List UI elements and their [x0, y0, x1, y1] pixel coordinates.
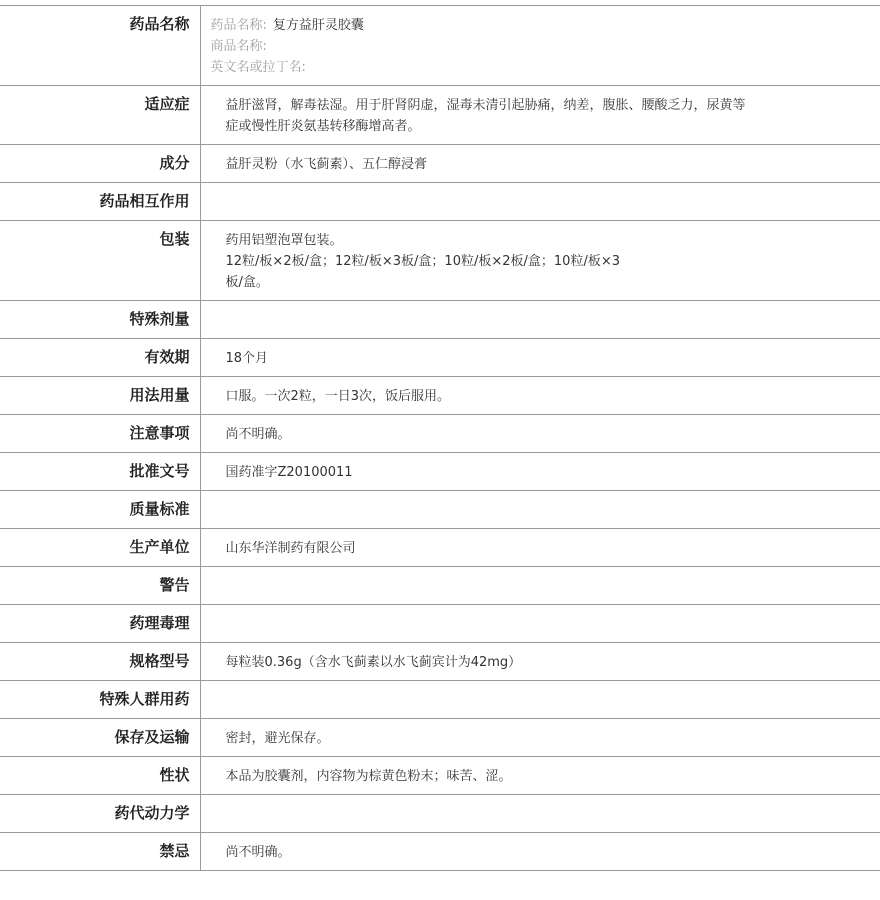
field-label: 注意事项 [0, 415, 200, 453]
field-label: 批准文号 [0, 453, 200, 491]
drug-info-table-body [0, 6, 880, 871]
field-label: 特殊剂量 [0, 301, 200, 339]
field-value [200, 145, 880, 183]
field-value-line: 山东华洋制药有限公司 [225, 541, 356, 556]
field-value-line: 板/盒。 [225, 275, 269, 290]
trade-name-key: 商品名称: [210, 39, 267, 54]
field-value-line: 药用铝塑泡罩包装。 [225, 233, 343, 248]
field-value [200, 183, 880, 221]
field-value-line: 口服。一次2粒，一日3次，饭后服用。 [225, 389, 451, 404]
field-value [200, 453, 880, 491]
field-value [200, 605, 880, 643]
field-value [200, 795, 880, 833]
drug-name-cell [200, 6, 880, 86]
table-row-drug-name [0, 6, 880, 86]
field-value [200, 221, 880, 301]
field-value-line: 尚不明确。 [225, 845, 291, 860]
field-label: 适应症 [0, 86, 200, 145]
field-label: 药品相互作用 [0, 183, 200, 221]
field-value-line: 本品为胶囊剂，内容物为棕黄色粉末；味苦、涩。 [225, 769, 512, 784]
table-row [0, 795, 880, 833]
table-row [0, 145, 880, 183]
table-row [0, 605, 880, 643]
table-row [0, 681, 880, 719]
field-value [200, 415, 880, 453]
field-value [200, 301, 880, 339]
field-value [200, 833, 880, 871]
field-label: 性状 [0, 757, 200, 795]
field-label: 规格型号 [0, 643, 200, 681]
field-label: 用法用量 [0, 377, 200, 415]
field-label: 药代动力学 [0, 795, 200, 833]
field-value-line: 益肝滋肾，解毒祛湿。用于肝肾阴虚，湿毒未清引起胁痛，纳差，腹胀、腰酸乏力，尿黄等 [225, 98, 746, 113]
field-label: 有效期 [0, 339, 200, 377]
field-value-line: 症或慢性肝炎氨基转移酶增高者。 [225, 119, 421, 134]
field-value [200, 719, 880, 757]
trade-name-line [211, 36, 791, 57]
english-name-key: 英文名或拉丁名: [210, 60, 306, 75]
table-row [0, 86, 880, 145]
field-value [200, 643, 880, 681]
field-value-line: 每粒装0.36g（含水飞蓟素以水飞蓟宾计为42mg） [225, 655, 522, 670]
table-row [0, 529, 880, 567]
table-row [0, 643, 880, 681]
generic-name-line [211, 15, 791, 36]
field-value [200, 86, 880, 145]
field-value-line: 密封，避光保存。 [225, 731, 330, 746]
table-row [0, 567, 880, 605]
table-row [0, 221, 880, 301]
field-value [200, 529, 880, 567]
field-label: 保存及运输 [0, 719, 200, 757]
table-row [0, 183, 880, 221]
table-row [0, 491, 880, 529]
field-label: 包装 [0, 221, 200, 301]
table-row [0, 833, 880, 871]
table-row [0, 757, 880, 795]
field-value-line: 尚不明确。 [225, 427, 291, 442]
table-row [0, 453, 880, 491]
field-value [200, 339, 880, 377]
field-value [200, 567, 880, 605]
drug-info-table [0, 5, 880, 871]
field-label: 质量标准 [0, 491, 200, 529]
table-row [0, 339, 880, 377]
english-name-line [211, 57, 791, 78]
field-label: 药理毒理 [0, 605, 200, 643]
field-value-line: 18个月 [225, 351, 269, 366]
field-label: 特殊人群用药 [0, 681, 200, 719]
table-row [0, 415, 880, 453]
field-label: 禁忌 [0, 833, 200, 871]
field-label: 警告 [0, 567, 200, 605]
field-value [200, 681, 880, 719]
field-value [200, 377, 880, 415]
field-label: 生产单位 [0, 529, 200, 567]
field-label: 药品名称 [0, 6, 200, 86]
table-row [0, 377, 880, 415]
field-value-line: 12粒/板×2板/盒；12粒/板×3板/盒；10粒/板×2板/盒；10粒/板×3 [225, 254, 620, 269]
field-value-line: 益肝灵粉（水飞蓟素）、五仁醇浸膏 [225, 157, 428, 172]
field-label: 成分 [0, 145, 200, 183]
field-value [200, 757, 880, 795]
table-row [0, 719, 880, 757]
table-row [0, 301, 880, 339]
generic-name-key: 药品名称: [210, 18, 267, 33]
field-value [200, 491, 880, 529]
field-value-line: 国药准字Z20100011 [225, 465, 353, 480]
generic-name-value: 复方益肝灵胶囊 [272, 18, 364, 33]
